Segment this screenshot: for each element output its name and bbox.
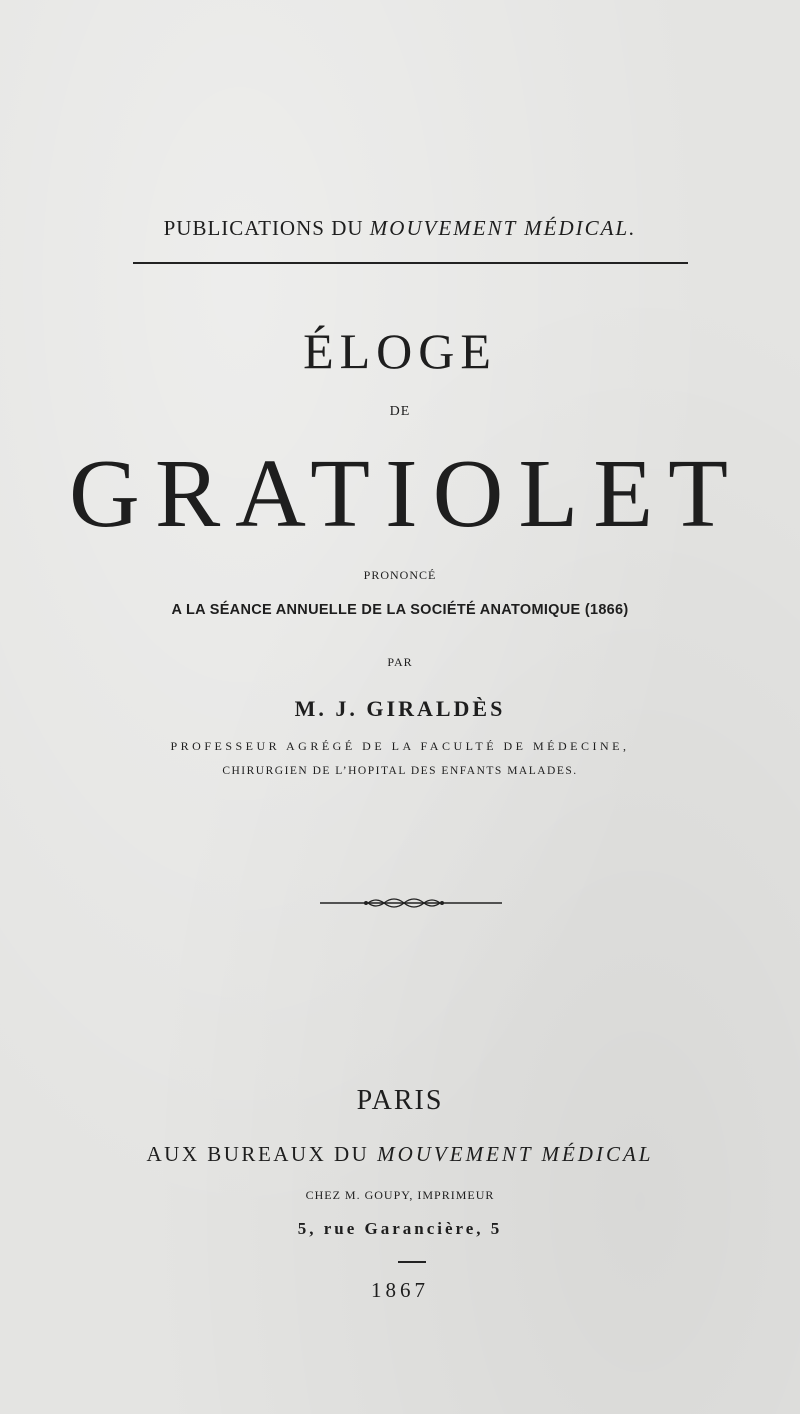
imprint-printer: CHEZ M. GOUPY, IMPRIMEUR <box>305 1188 495 1202</box>
header-rule <box>133 262 688 264</box>
year-rule <box>398 1261 426 1263</box>
imprint-publisher <box>0 1142 800 1167</box>
ornament-divider <box>320 894 502 912</box>
publisher-prefix: AUX BUREAUX DU <box>146 1142 378 1166</box>
series-journal-name: MOUVEMENT MÉDICAL. <box>369 216 637 240</box>
title-subject: GRATIOLET <box>69 440 743 548</box>
series-heading <box>0 216 800 241</box>
title-eloge: ÉLOGE <box>303 323 497 379</box>
imprint-year: 1867 <box>371 1278 429 1302</box>
imprint-city: PARIS <box>356 1085 444 1116</box>
imprint-address: 5, rue Garancière, 5 <box>297 1219 503 1238</box>
series-prefix: PUBLICATIONS DU <box>163 216 370 240</box>
author-name: M. J. GIRALDÈS <box>294 696 506 721</box>
publisher-journal-name: MOUVEMENT MÉDICAL <box>377 1142 654 1166</box>
author-title-line-1: PROFESSEUR AGRÉGÉ DE LA FACULTÉ DE MÉDECINE, <box>170 739 630 753</box>
prononce-label: PRONONCÉ <box>363 568 437 582</box>
par-label: PAR <box>387 655 413 669</box>
title-de: DE <box>389 404 411 419</box>
occasion-line: A LA SÉANCE ANNUELLE DE LA SOCIÉTÉ ANATOMIQUE (1866) <box>171 602 629 618</box>
author-title-line-2: CHIRURGIEN DE L’HOPITAL DES ENFANTS MALADES. <box>222 765 578 777</box>
